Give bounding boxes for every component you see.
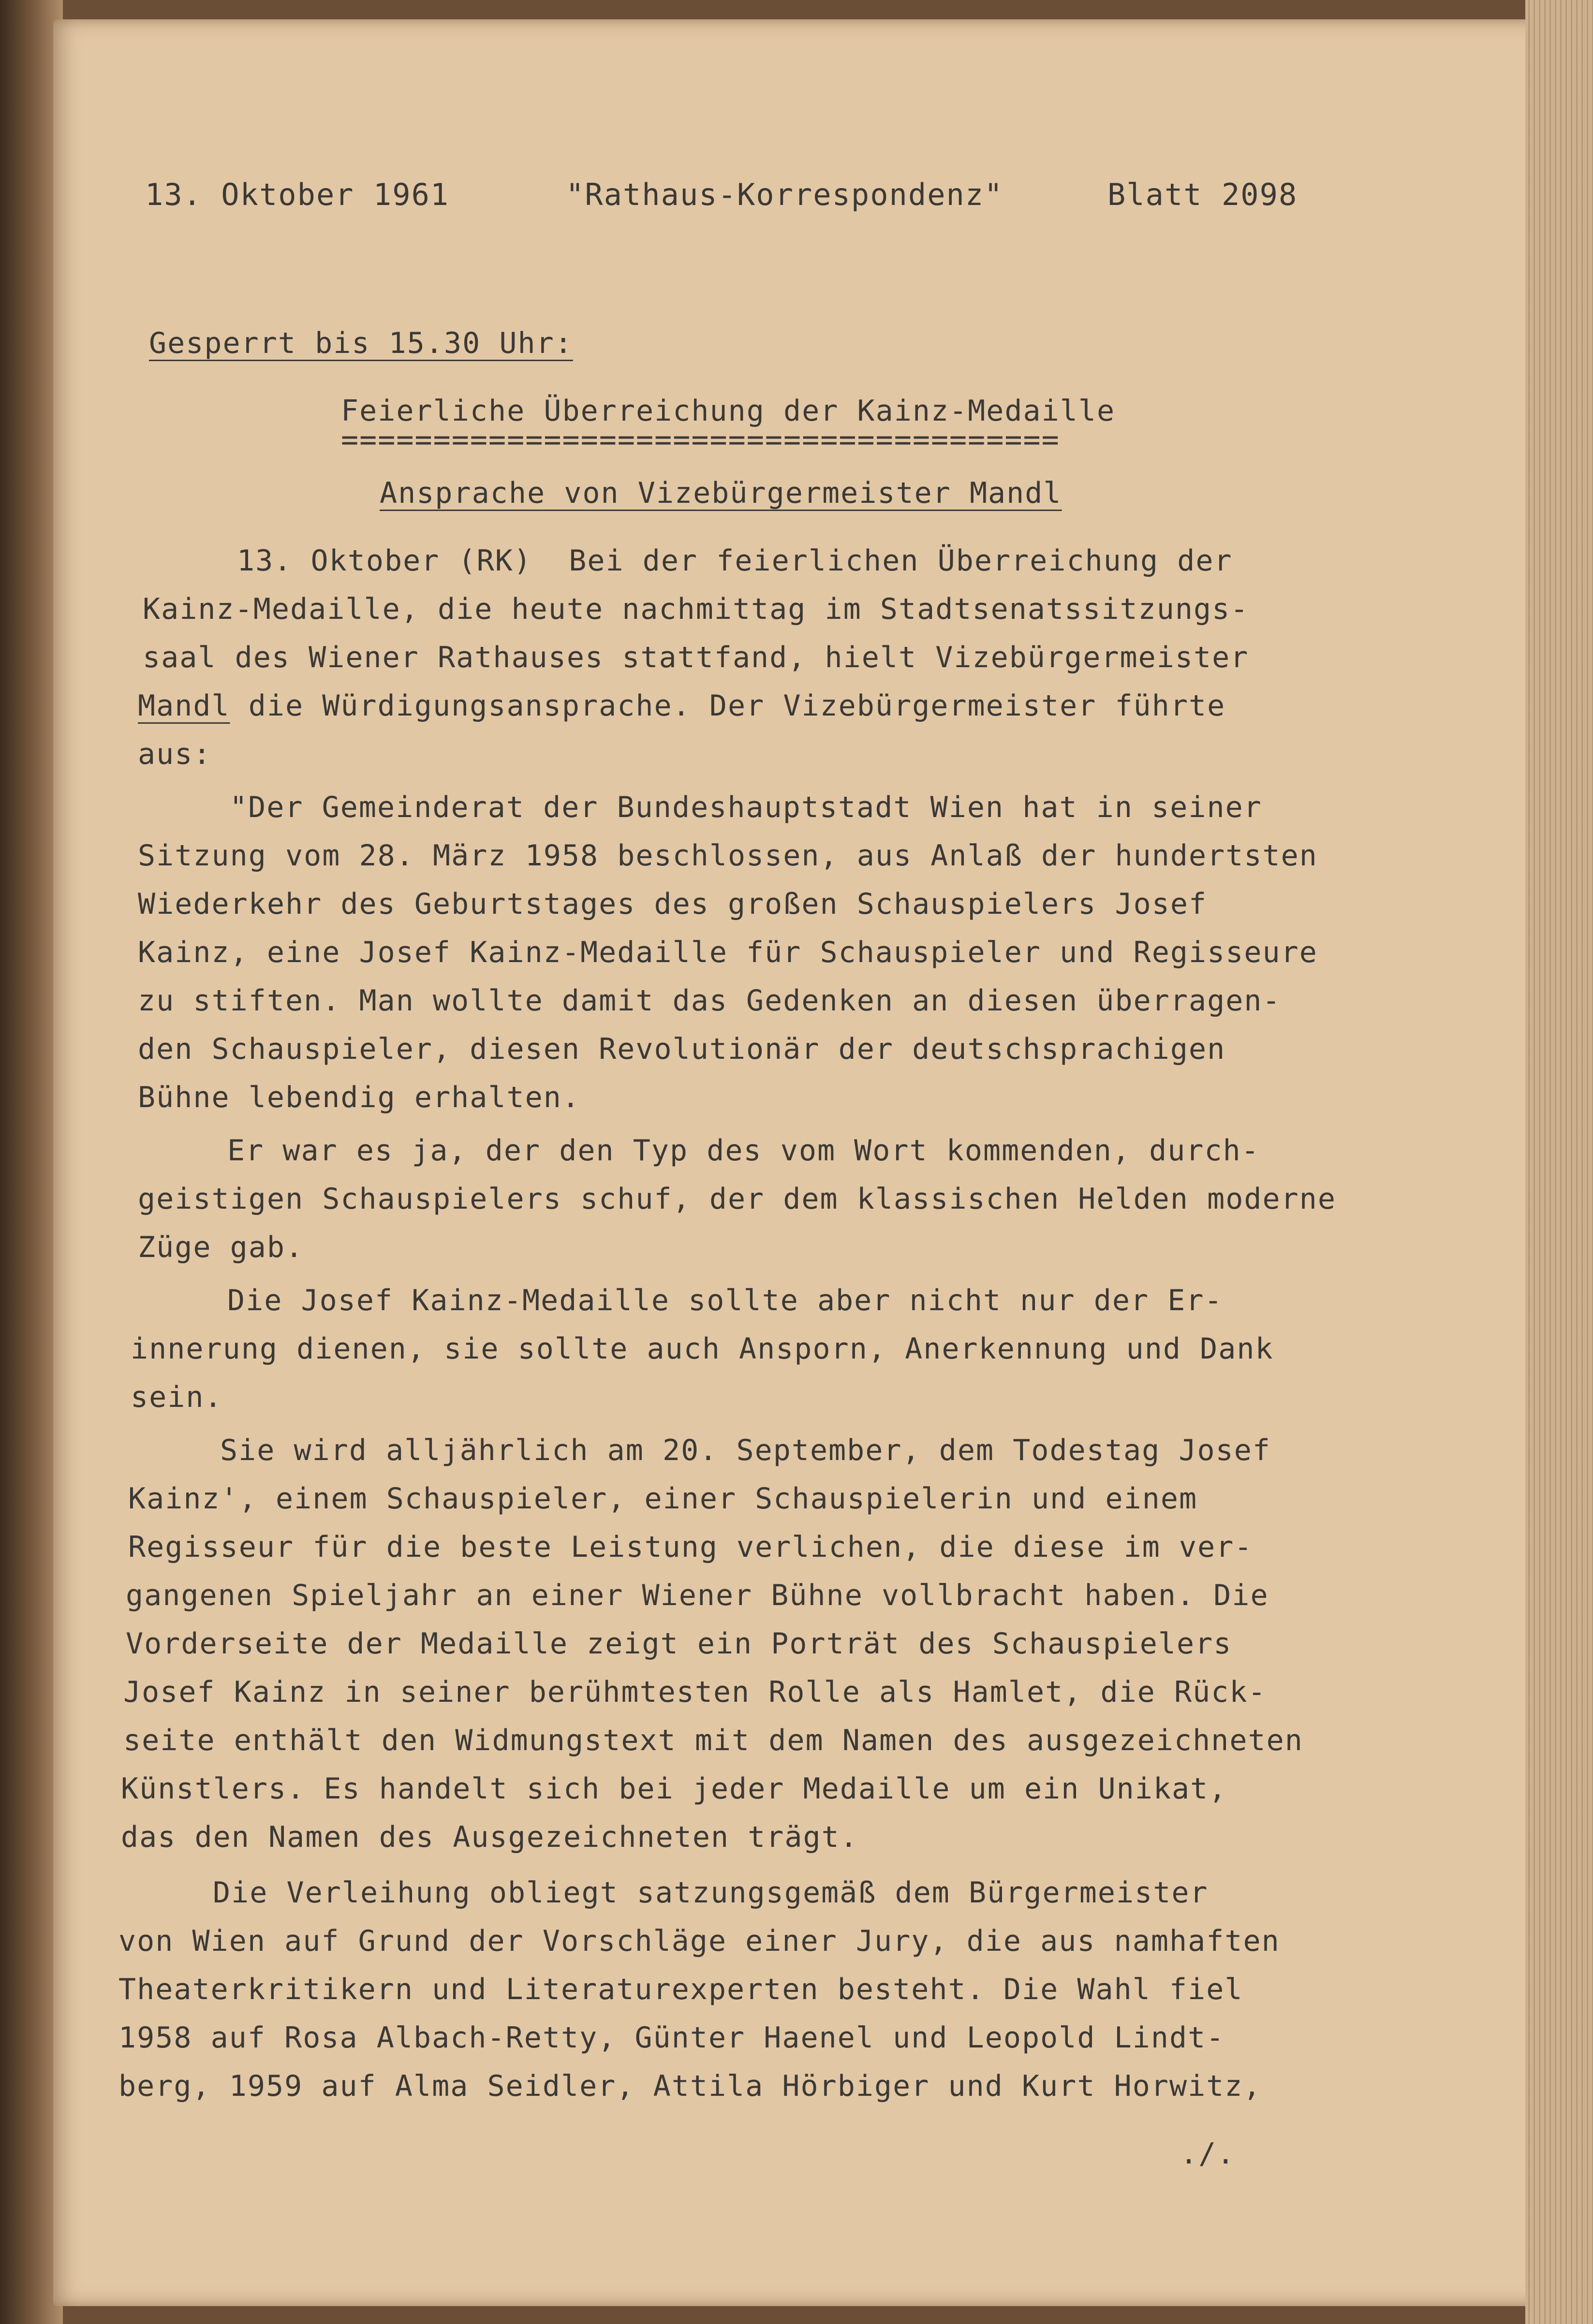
body-line: Die Verleihung obliegt satzungsgemäß dem Bürgermeister [213, 1876, 1209, 1910]
body-line: Kainz', einem Schauspieler, einer Schauspielerin und einem [128, 1482, 1198, 1516]
embargo-note: Gesperrt bis 15.30 Uhr: [149, 326, 573, 360]
body-line: das den Namen des Ausgezeichneten trägt. [121, 1820, 858, 1854]
body-line: Die Josef Kainz-Medaille sollte aber nicht nur der Er- [227, 1284, 1223, 1317]
speaker-name: Mandl [138, 689, 230, 723]
header-publication: "Rathaus-Korrespondenz" [566, 177, 1003, 212]
body-line: berg, 1959 auf Alma Seidler, Attila Hörbiger und Kurt Horwitz, [118, 2069, 1262, 2103]
body-line: geistigen Schauspielers schuf, der dem klassischen Helden moderne [138, 1182, 1336, 1216]
body-line: Kainz-Medaille, die heute nachmittag im Stadtsenatssitzungs- [143, 592, 1249, 626]
body-line: Regisseur für die beste Leistung verlichen, die diese im ver- [128, 1530, 1253, 1564]
body-line: Kainz, eine Josef Kainz-Medaille für Schauspieler und Regisseure [138, 935, 1318, 969]
body-line: Sitzung vom 28. März 1958 beschlossen, aus Anlaß der hundertsten [138, 839, 1318, 873]
body-line: aus: [138, 737, 212, 771]
body-line: Vorderseite der Medaille zeigt ein Porträt des Schauspielers [126, 1627, 1232, 1661]
body-line: Wiederkehr des Geburtstages des großen Schauspielers Josef [138, 887, 1208, 921]
headline: Feierliche Überreichung der Kainz-Medaille [341, 394, 1116, 428]
body-line: "Der Gemeinderat der Bundeshauptstadt Wien hat in seiner [230, 790, 1262, 824]
body-line: saal des Wiener Rathauses stattfand, hielt Vizebürgermeister [143, 641, 1249, 674]
header-date: 13. Oktober 1961 [145, 177, 450, 212]
body-line: 1958 auf Rosa Albach-Retty, Günter Haenel und Leopold Lindt- [118, 2021, 1225, 2055]
continuation-mark: ./. [1180, 2137, 1236, 2171]
subheadline: Ansprache von Vizebürgermeister Mandl [380, 476, 1062, 510]
body-line: sein. [131, 1380, 223, 1414]
body-line: Mandl die Würdigungsansprache. Der Vizebürgermeister führte [138, 689, 1226, 723]
body-line: 13. Oktober (RK) Bei der feierlichen Überreichung der [237, 544, 1233, 578]
body-line: von Wien auf Grund der Vorschläge einer Jury, die aus namhaften [118, 1924, 1280, 1958]
body-line: Künstlers. Es handelt sich bei jeder Medaille um ein Unikat, [121, 1772, 1227, 1806]
body-line: Josef Kainz in seiner berühmtesten Rolle als Hamlet, die Rück- [123, 1675, 1267, 1709]
header-sheet-number: Blatt 2098 [1107, 177, 1298, 212]
body-line: Er war es ja, der den Typ des vom Wort kommenden, durch- [227, 1134, 1260, 1168]
body-line: Sie wird alljährlich am 20. September, dem Todestag Josef [220, 1433, 1271, 1467]
body-line: zu stiften. Man wollte damit das Gedenken an diesen überragen- [138, 984, 1281, 1018]
body-line: den Schauspieler, diesen Revolutionär der deutschsprachigen [138, 1032, 1226, 1066]
headline-rule: ======================================= [341, 423, 1060, 457]
body-line: seite enthält den Widmungstext mit dem Namen des ausgezeichneten [123, 1724, 1303, 1757]
body-line: Bühne lebendig erhalten. [138, 1081, 580, 1114]
body-line: gangenen Spieljahr an einer Wiener Bühne vollbracht haben. Die [126, 1579, 1269, 1612]
body-line: Theaterkritikern und Literaturexperten besteht. Die Wahl fiel [118, 1973, 1243, 2006]
body-line: innerung dienen, sie sollte auch Ansporn, Anerkennung und Dank [131, 1332, 1274, 1366]
body-line: Züge gab. [138, 1230, 304, 1264]
